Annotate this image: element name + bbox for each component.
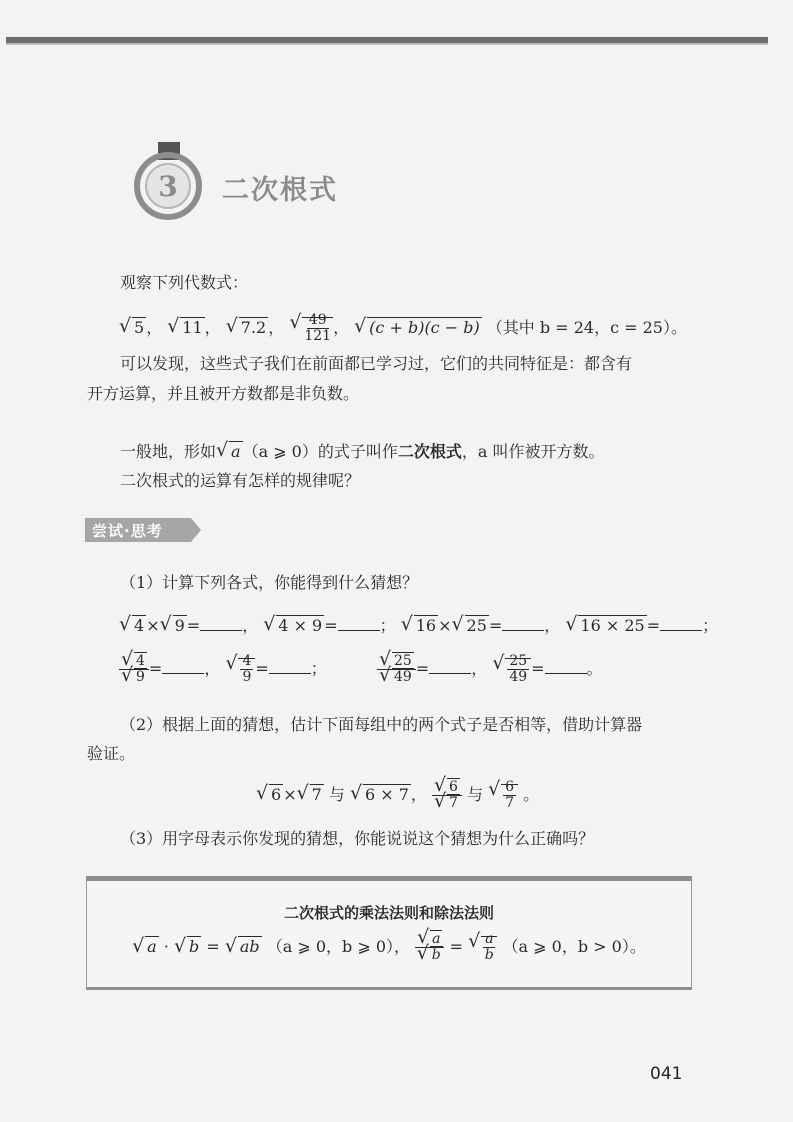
observe-label: 观察下列代数式： xyxy=(120,273,249,292)
sqrt-5: √ 5 xyxy=(119,317,146,339)
chapter-number-badge xyxy=(128,138,212,222)
answer-blank xyxy=(502,616,544,631)
task2-prompt-line-2: 验证。 xyxy=(87,744,136,763)
definition-line: 一般地，形如√ a （a ⩾ 0）的式子叫作二次根式，a 叫作被开方数。 xyxy=(120,441,605,463)
sqrt-7-2: √ 7.2 xyxy=(226,317,268,339)
page-number: 041 xyxy=(650,1064,683,1084)
answer-blank xyxy=(269,659,311,674)
task1-prompt: （1）计算下列各式，你能得到什么猜想？ xyxy=(120,573,419,592)
chapter-number: 3 xyxy=(158,170,178,203)
answer-blank xyxy=(200,616,242,631)
sqrt-product: √ (c + b)(c − b) xyxy=(354,317,482,339)
sqrt-11: √ 11 xyxy=(167,317,204,339)
section-tag-label: 尝试·思考 xyxy=(92,522,163,540)
answer-blank xyxy=(429,659,471,674)
answer-blank xyxy=(660,616,702,631)
definition-question: 二次根式的运算有怎样的规律呢？ xyxy=(120,471,361,490)
finding-line-1: 可以发现，这些式子我们在前面都已学习过，它们的共同特征是：都含有 xyxy=(120,354,633,373)
task2-prompt-line-1: （2）根据上面的猜想，估计下面每组中的两个式子是否相等，借助计算器 xyxy=(120,715,643,734)
expression-condition: （其中 b = 24，c = 25）。 xyxy=(486,318,687,337)
definition-term: 二次根式 xyxy=(397,442,462,461)
expression-list: √ 5 ， √ 11 ， √ 7.2 ， √ $\frac{49}{121}$ ， √ (c + b)(c − b) （其中 b = 24，c = 25）。 xyxy=(119,313,687,344)
sqrt-fraction: √ $\frac{49}{121}$ xyxy=(289,313,333,344)
answer-blank xyxy=(545,659,587,674)
task3-prompt: （3）用字母表示你发现的猜想，你能说说这个猜想为什么正确吗？ xyxy=(120,829,595,848)
task2-formula: √ 6 ×√ 7 与 √ 6 × 7 ， √ 6 √ 7 与 √ $\frac{6}{7}$ 。 xyxy=(256,780,539,811)
answer-blank xyxy=(338,616,380,631)
task1-row2: √ 4 √ 9 = ， √ $\frac{4}{9}$ = ； √ 25 √ 49 = ， √ $\frac{25}{49}$ = 。 xyxy=(119,654,603,685)
rule-box-title: 二次根式的乘法法则和除法法则 xyxy=(283,904,494,922)
top-rule xyxy=(6,37,768,45)
chapter-title: 二次根式 xyxy=(222,175,338,206)
answer-blank xyxy=(162,659,204,674)
finding-line-2: 开方运算，并且被开方数都是非负数。 xyxy=(87,384,360,403)
task1-row1: √ 4 ×√ 9 = ， √ 4 × 9 = ； √ 16 ×√ 25 = ， √ 16 × 25 = ； xyxy=(119,615,718,637)
rule-box-formula: √ a · √ b = √ ab （a ⩾ 0，b ⩾ 0）， √ a √ b = √ $\frac{a}{b}$ （a ⩾ 0，b > 0）。 xyxy=(86,932,692,963)
